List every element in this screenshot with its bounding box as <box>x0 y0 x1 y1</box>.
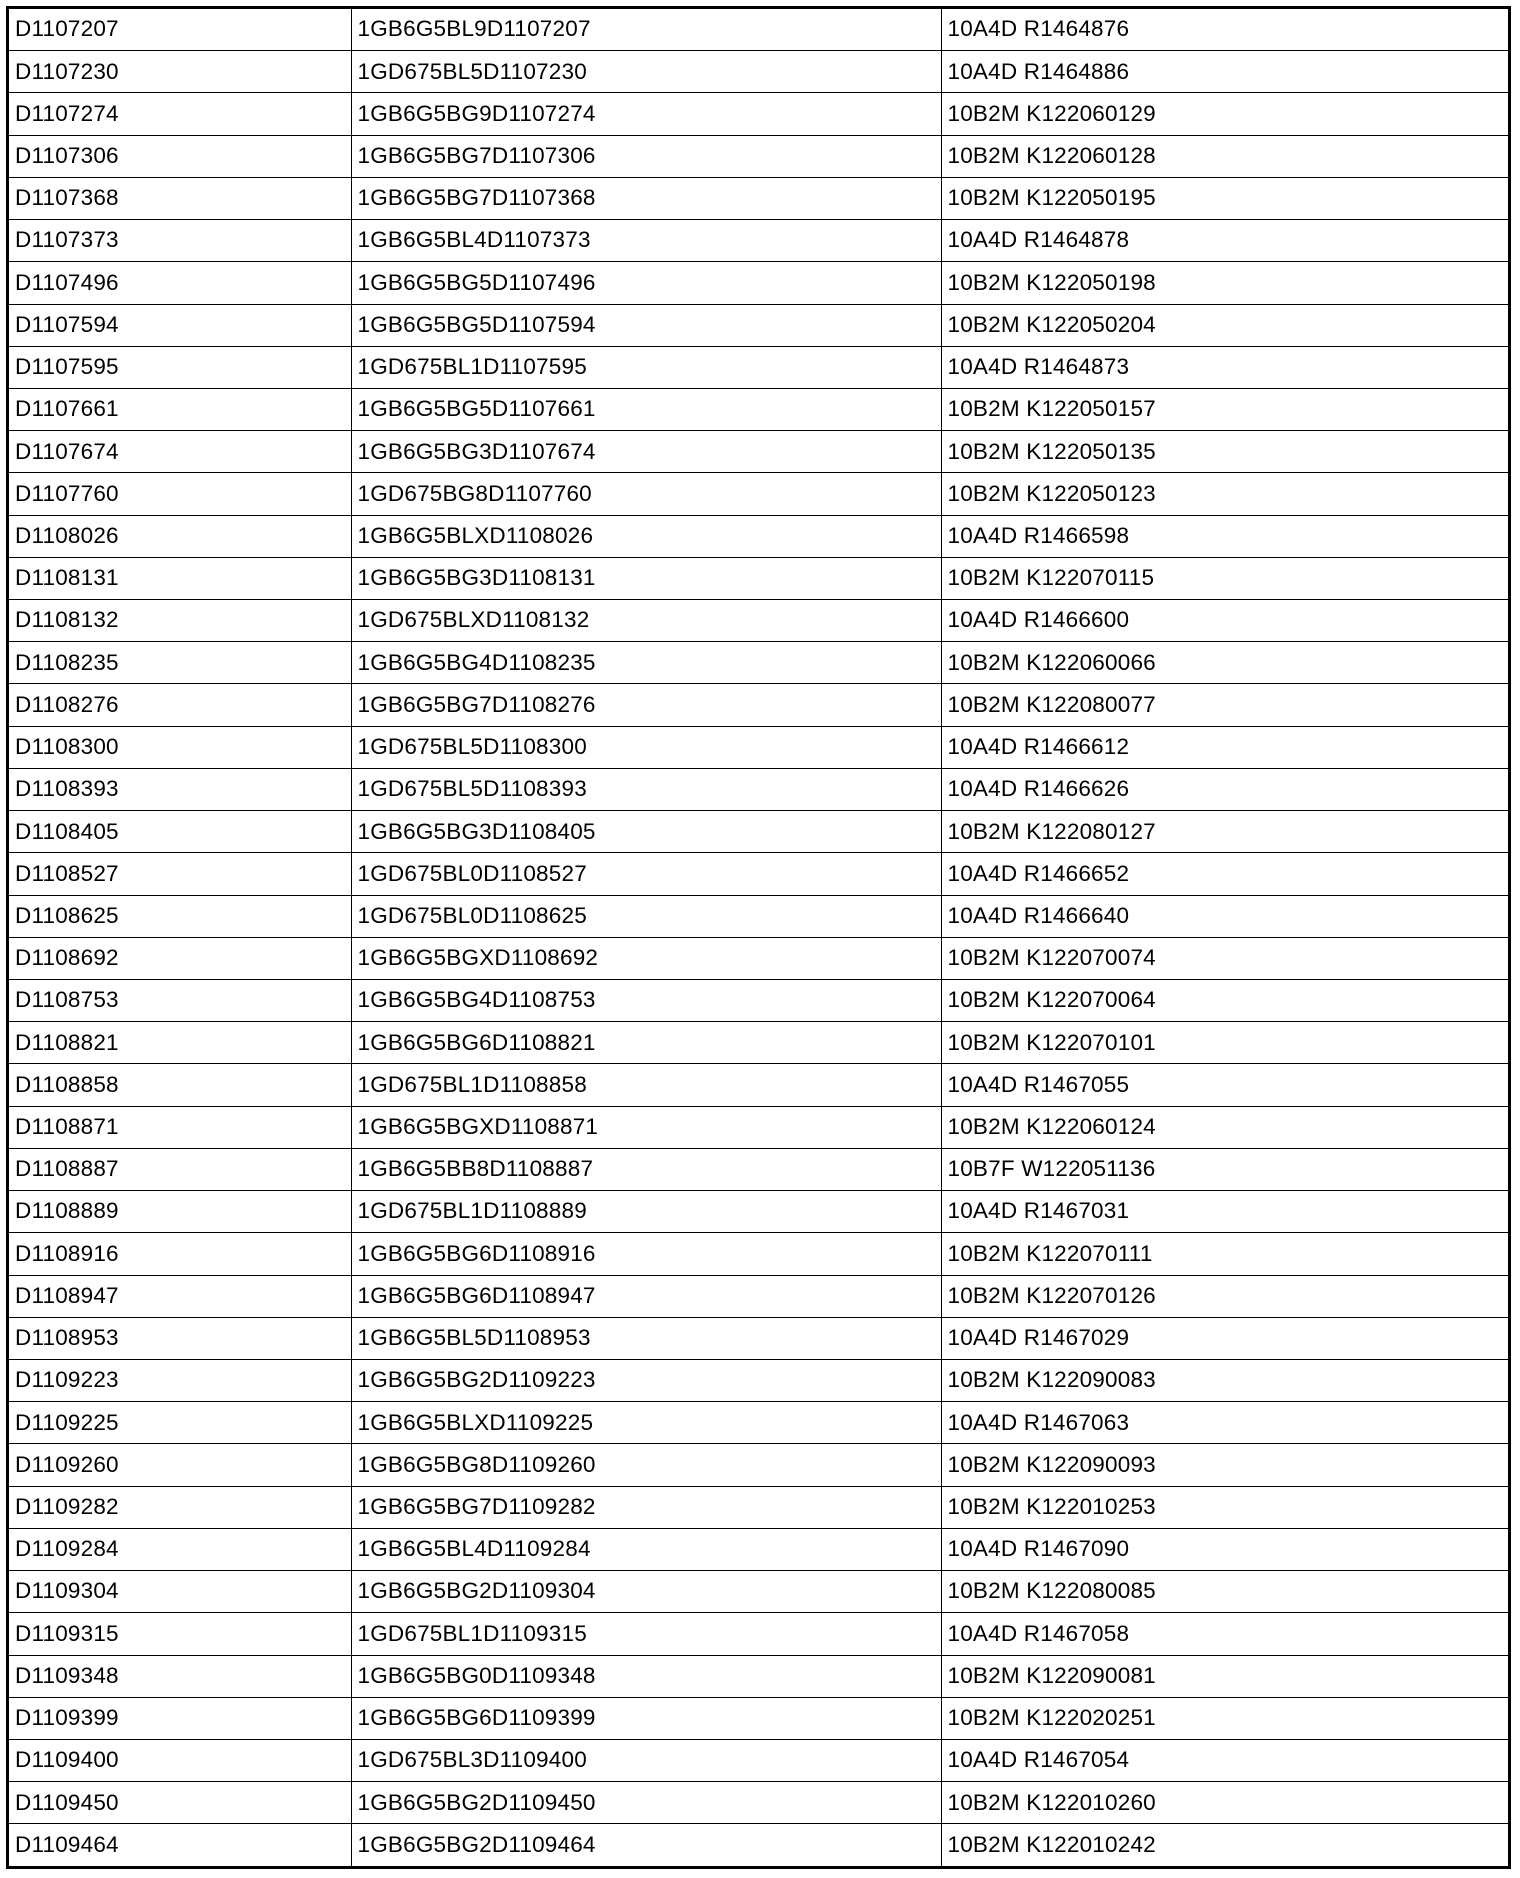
table-row <box>9 684 1508 726</box>
cell-vin: 1GB6G5BLXD1109225 <box>351 1402 941 1444</box>
cell-code: 10B2M K122070074 <box>941 937 1508 979</box>
table-row <box>9 1191 1508 1233</box>
cell-vin: 1GB6G5BG9D1107274 <box>351 93 941 135</box>
table-row <box>9 937 1508 979</box>
cell-vin: 1GB6G5BG0D1109348 <box>351 1655 941 1697</box>
table-row <box>9 304 1508 346</box>
table-row <box>9 1233 1508 1275</box>
cell-vin: 1GB6G5BG5D1107496 <box>351 262 941 304</box>
data-table <box>9 9 1508 1866</box>
cell-code: 10A4D R1467055 <box>941 1064 1508 1106</box>
table-row <box>9 515 1508 557</box>
cell-id: D1108916 <box>9 1233 351 1275</box>
table-row <box>9 1444 1508 1486</box>
cell-code: 10B2M K122070115 <box>941 557 1508 599</box>
cell-code: 10B2M K122080077 <box>941 684 1508 726</box>
cell-id: D1109399 <box>9 1697 351 1739</box>
cell-vin: 1GB6G5BG3D1107674 <box>351 431 941 473</box>
cell-id: D1108889 <box>9 1191 351 1233</box>
table-row <box>9 1275 1508 1317</box>
cell-id: D1107306 <box>9 135 351 177</box>
cell-id: D1108026 <box>9 515 351 557</box>
cell-id: D1109282 <box>9 1486 351 1528</box>
table-row <box>9 262 1508 304</box>
cell-vin: 1GD675BG8D1107760 <box>351 473 941 515</box>
cell-code: 10A4D R1464878 <box>941 220 1508 262</box>
cell-id: D1108753 <box>9 980 351 1022</box>
cell-vin: 1GD675BL0D1108625 <box>351 895 941 937</box>
cell-vin: 1GB6G5BG2D1109223 <box>351 1359 941 1401</box>
cell-vin: 1GB6G5BG7D1108276 <box>351 684 941 726</box>
cell-code: 10B2M K122070101 <box>941 1022 1508 1064</box>
cell-code: 10A4D R1464873 <box>941 346 1508 388</box>
table-row <box>9 51 1508 93</box>
cell-id: D1109450 <box>9 1782 351 1824</box>
cell-code: 10B2M K122060066 <box>941 642 1508 684</box>
cell-id: D1107373 <box>9 220 351 262</box>
cell-id: D1108692 <box>9 937 351 979</box>
cell-id: D1108393 <box>9 768 351 810</box>
cell-code: 10B2M K122050195 <box>941 177 1508 219</box>
cell-code: 10B2M K122090081 <box>941 1655 1508 1697</box>
cell-vin: 1GB6G5BG6D1108947 <box>351 1275 941 1317</box>
cell-vin: 1GD675BL3D1109400 <box>351 1739 941 1781</box>
cell-code: 10A4D R1464886 <box>941 51 1508 93</box>
table-row <box>9 895 1508 937</box>
table-row <box>9 346 1508 388</box>
table-row <box>9 1064 1508 1106</box>
cell-id: D1109304 <box>9 1571 351 1613</box>
cell-id: D1107674 <box>9 431 351 473</box>
cell-id: D1107661 <box>9 388 351 430</box>
cell-id: D1108953 <box>9 1317 351 1359</box>
cell-id: D1108887 <box>9 1148 351 1190</box>
cell-id: D1108527 <box>9 853 351 895</box>
cell-vin: 1GB6G5BG3D1108405 <box>351 811 941 853</box>
cell-id: D1109223 <box>9 1359 351 1401</box>
cell-id: D1107207 <box>9 9 351 51</box>
table-row <box>9 1655 1508 1697</box>
cell-vin: 1GB6G5BG2D1109464 <box>351 1824 941 1866</box>
cell-code: 10B2M K122050204 <box>941 304 1508 346</box>
cell-code: 10B2M K122010260 <box>941 1782 1508 1824</box>
cell-code: 10A4D R1466640 <box>941 895 1508 937</box>
cell-code: 10B2M K122050198 <box>941 262 1508 304</box>
cell-vin: 1GB6G5BG2D1109304 <box>351 1571 941 1613</box>
table-row <box>9 1739 1508 1781</box>
cell-code: 10B2M K122090083 <box>941 1359 1508 1401</box>
cell-vin: 1GD675BL0D1108527 <box>351 853 941 895</box>
data-table-container <box>6 6 1511 1869</box>
cell-code: 10A4D R1467054 <box>941 1739 1508 1781</box>
cell-vin: 1GB6G5BLXD1108026 <box>351 515 941 557</box>
cell-vin: 1GB6G5BGXD1108871 <box>351 1106 941 1148</box>
table-row <box>9 1697 1508 1739</box>
cell-code: 10B2M K122060129 <box>941 93 1508 135</box>
table-row <box>9 431 1508 473</box>
table-row <box>9 1613 1508 1655</box>
cell-vin: 1GB6G5BG2D1109450 <box>351 1782 941 1824</box>
cell-code: 10B2M K122010253 <box>941 1486 1508 1528</box>
cell-id: D1108405 <box>9 811 351 853</box>
table-row <box>9 768 1508 810</box>
cell-id: D1107274 <box>9 93 351 135</box>
cell-vin: 1GD675BLXD1108132 <box>351 600 941 642</box>
cell-code: 10B2M K122050135 <box>941 431 1508 473</box>
cell-code: 10A4D R1467090 <box>941 1528 1508 1570</box>
cell-vin: 1GB6G5BG3D1108131 <box>351 557 941 599</box>
cell-vin: 1GB6G5BG7D1109282 <box>351 1486 941 1528</box>
cell-vin: 1GB6G5BG4D1108235 <box>351 642 941 684</box>
table-row <box>9 1317 1508 1359</box>
table-row <box>9 726 1508 768</box>
cell-id: D1107760 <box>9 473 351 515</box>
cell-code: 10A4D R1466600 <box>941 600 1508 642</box>
cell-vin: 1GB6G5BG6D1108916 <box>351 1233 941 1275</box>
cell-code: 10A4D R1464876 <box>941 9 1508 51</box>
table-row <box>9 1402 1508 1444</box>
cell-vin: 1GB6G5BG7D1107306 <box>351 135 941 177</box>
cell-id: D1109464 <box>9 1824 351 1866</box>
cell-vin: 1GD675BL1D1108889 <box>351 1191 941 1233</box>
cell-id: D1108300 <box>9 726 351 768</box>
cell-code: 10A4D R1467029 <box>941 1317 1508 1359</box>
cell-code: 10B2M K122060124 <box>941 1106 1508 1148</box>
cell-vin: 1GB6G5BL4D1109284 <box>351 1528 941 1570</box>
cell-id: D1107368 <box>9 177 351 219</box>
cell-vin: 1GB6G5BB8D1108887 <box>351 1148 941 1190</box>
cell-vin: 1GB6G5BGXD1108692 <box>351 937 941 979</box>
table-row <box>9 1571 1508 1613</box>
cell-code: 10B2M K122080127 <box>941 811 1508 853</box>
cell-vin: 1GB6G5BG4D1108753 <box>351 980 941 1022</box>
cell-vin: 1GD675BL1D1108858 <box>351 1064 941 1106</box>
cell-code: 10A4D R1467031 <box>941 1191 1508 1233</box>
table-row <box>9 811 1508 853</box>
cell-id: D1107595 <box>9 346 351 388</box>
cell-code: 10B2M K122010242 <box>941 1824 1508 1866</box>
cell-vin: 1GB6G5BG6D1108821 <box>351 1022 941 1064</box>
cell-vin: 1GB6G5BG5D1107661 <box>351 388 941 430</box>
table-row <box>9 600 1508 642</box>
table-row <box>9 557 1508 599</box>
cell-code: 10B2M K122070126 <box>941 1275 1508 1317</box>
cell-id: D1108947 <box>9 1275 351 1317</box>
cell-vin: 1GB6G5BL9D1107207 <box>351 9 941 51</box>
table-row <box>9 1359 1508 1401</box>
table-row <box>9 9 1508 51</box>
cell-id: D1107496 <box>9 262 351 304</box>
cell-code: 10A4D R1466612 <box>941 726 1508 768</box>
cell-code: 10A4D R1467063 <box>941 1402 1508 1444</box>
table-row <box>9 135 1508 177</box>
cell-id: D1109260 <box>9 1444 351 1486</box>
table-row <box>9 642 1508 684</box>
cell-vin: 1GD675BL1D1109315 <box>351 1613 941 1655</box>
cell-code: 10A4D R1466598 <box>941 515 1508 557</box>
table-row <box>9 177 1508 219</box>
cell-code: 10A4D R1467058 <box>941 1613 1508 1655</box>
table-row <box>9 473 1508 515</box>
cell-code: 10B2M K122060128 <box>941 135 1508 177</box>
table-row <box>9 1782 1508 1824</box>
table-row <box>9 93 1508 135</box>
cell-id: D1109284 <box>9 1528 351 1570</box>
cell-vin: 1GB6G5BG5D1107594 <box>351 304 941 346</box>
table-row <box>9 1486 1508 1528</box>
cell-code: 10B7F W122051136 <box>941 1148 1508 1190</box>
cell-id: D1108131 <box>9 557 351 599</box>
cell-id: D1109225 <box>9 1402 351 1444</box>
cell-vin: 1GD675BL5D1108393 <box>351 768 941 810</box>
table-body <box>9 9 1508 1866</box>
cell-id: D1109348 <box>9 1655 351 1697</box>
cell-id: D1108858 <box>9 1064 351 1106</box>
table-row <box>9 1148 1508 1190</box>
cell-vin: 1GB6G5BG8D1109260 <box>351 1444 941 1486</box>
cell-code: 10B2M K122070064 <box>941 980 1508 1022</box>
cell-id: D1107230 <box>9 51 351 93</box>
cell-vin: 1GB6G5BG7D1107368 <box>351 177 941 219</box>
cell-vin: 1GB6G5BL4D1107373 <box>351 220 941 262</box>
cell-id: D1108821 <box>9 1022 351 1064</box>
cell-vin: 1GB6G5BL5D1108953 <box>351 1317 941 1359</box>
cell-vin: 1GB6G5BG6D1109399 <box>351 1697 941 1739</box>
cell-id: D1108235 <box>9 642 351 684</box>
cell-code: 10B2M K122080085 <box>941 1571 1508 1613</box>
table-row <box>9 220 1508 262</box>
cell-code: 10A4D R1466626 <box>941 768 1508 810</box>
table-row <box>9 388 1508 430</box>
cell-vin: 1GD675BL5D1107230 <box>351 51 941 93</box>
cell-vin: 1GD675BL5D1108300 <box>351 726 941 768</box>
cell-code: 10B2M K122090093 <box>941 1444 1508 1486</box>
cell-id: D1108132 <box>9 600 351 642</box>
cell-code: 10A4D R1466652 <box>941 853 1508 895</box>
cell-code: 10B2M K122050157 <box>941 388 1508 430</box>
cell-id: D1108276 <box>9 684 351 726</box>
table-row <box>9 980 1508 1022</box>
cell-id: D1108625 <box>9 895 351 937</box>
cell-id: D1109400 <box>9 1739 351 1781</box>
cell-code: 10B2M K122050123 <box>941 473 1508 515</box>
cell-code: 10B2M K122070111 <box>941 1233 1508 1275</box>
table-row <box>9 1106 1508 1148</box>
cell-id: D1109315 <box>9 1613 351 1655</box>
cell-id: D1108871 <box>9 1106 351 1148</box>
table-row <box>9 1528 1508 1570</box>
table-row <box>9 1022 1508 1064</box>
table-row <box>9 853 1508 895</box>
cell-code: 10B2M K122020251 <box>941 1697 1508 1739</box>
table-row <box>9 1824 1508 1866</box>
cell-id: D1107594 <box>9 304 351 346</box>
cell-vin: 1GD675BL1D1107595 <box>351 346 941 388</box>
